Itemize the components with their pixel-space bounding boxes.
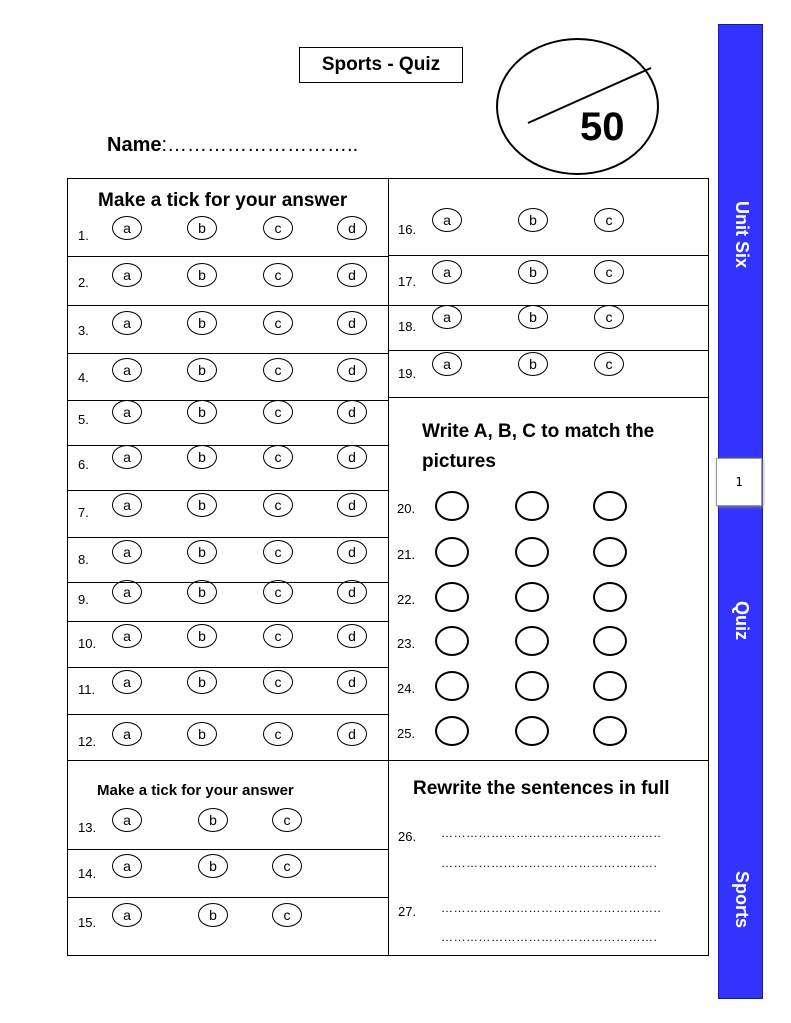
answer-option-a[interactable]: a xyxy=(112,808,142,832)
answer-option-b[interactable]: b xyxy=(187,311,217,335)
answer-option-b[interactable]: b xyxy=(187,670,217,694)
answer-option-a[interactable]: a xyxy=(432,208,462,232)
question-number: 25. xyxy=(397,726,416,741)
answer-option-c[interactable]: c xyxy=(263,722,293,746)
answer-option-c[interactable]: c xyxy=(263,445,293,469)
rewrite-line[interactable]: …………………………………………….. xyxy=(441,901,662,915)
row-divider xyxy=(67,897,389,898)
answer-option-c[interactable]: c xyxy=(263,493,293,517)
match-answer-circle[interactable] xyxy=(435,582,469,612)
match-answer-circle[interactable] xyxy=(435,537,469,567)
row-divider xyxy=(67,400,389,401)
answer-option-d[interactable]: d xyxy=(337,540,367,564)
question-number: 11. xyxy=(78,682,96,697)
answer-option-a[interactable]: a xyxy=(112,580,142,604)
answer-option-c[interactable]: c xyxy=(594,260,624,284)
question-number: 5. xyxy=(78,412,89,427)
row-divider xyxy=(67,537,389,538)
question-number: 16. xyxy=(398,222,417,237)
answer-option-b[interactable]: b xyxy=(187,540,217,564)
row-divider xyxy=(67,490,389,491)
match-answer-circle[interactable] xyxy=(593,537,627,567)
question-number: 2. xyxy=(78,275,89,290)
question-number: 4. xyxy=(78,370,89,385)
left-panel xyxy=(67,178,389,956)
question-number: 3. xyxy=(78,323,89,338)
rewrite-line[interactable]: ……………………………………………. xyxy=(441,930,658,944)
answer-option-d[interactable]: d xyxy=(337,493,367,517)
answer-option-c[interactable]: c xyxy=(594,208,624,232)
match-answer-circle[interactable] xyxy=(593,671,627,701)
answer-option-b[interactable]: b xyxy=(198,854,228,878)
match-answer-circle[interactable] xyxy=(515,716,549,746)
match-answer-circle[interactable] xyxy=(515,491,549,521)
answer-option-b[interactable]: b xyxy=(518,352,548,376)
question-number: 17. xyxy=(398,274,417,289)
answer-option-b[interactable]: b xyxy=(518,305,548,329)
name-label: Name xyxy=(107,134,162,156)
answer-option-a[interactable]: a xyxy=(112,445,142,469)
question-number: 26. xyxy=(398,829,417,844)
score-slash xyxy=(496,38,659,175)
row-divider xyxy=(388,350,709,351)
score-total: 50 xyxy=(580,105,625,149)
question-number: 1. xyxy=(78,228,89,243)
answer-option-a[interactable]: a xyxy=(112,311,142,335)
answer-option-c[interactable]: c xyxy=(263,624,293,648)
answer-option-c[interactable]: c xyxy=(263,311,293,335)
answer-option-c[interactable]: c xyxy=(263,670,293,694)
question-number: 21. xyxy=(397,547,416,562)
question-number: 7. xyxy=(78,505,89,520)
answer-option-a[interactable]: a xyxy=(432,260,462,284)
section-4-heading: Rewrite the sentences in full xyxy=(413,778,670,799)
row-divider xyxy=(67,760,389,761)
row-divider xyxy=(67,714,389,715)
answer-option-b[interactable]: b xyxy=(187,493,217,517)
match-answer-circle[interactable] xyxy=(593,626,627,656)
answer-option-b[interactable]: b xyxy=(187,624,217,648)
answer-option-a[interactable]: a xyxy=(112,400,142,424)
score-circle xyxy=(496,38,659,175)
question-number: 9. xyxy=(78,592,89,607)
answer-option-a[interactable]: a xyxy=(432,352,462,376)
section-divider xyxy=(388,760,709,761)
answer-option-a[interactable]: a xyxy=(112,624,142,648)
answer-option-a[interactable]: a xyxy=(112,854,142,878)
row-divider xyxy=(388,397,709,398)
name-field[interactable] xyxy=(107,134,358,157)
question-number: 8. xyxy=(78,552,89,567)
row-divider xyxy=(67,849,389,850)
answer-option-a[interactable]: a xyxy=(112,493,142,517)
row-divider xyxy=(388,305,709,306)
question-number: 6. xyxy=(78,457,89,472)
row-divider xyxy=(67,667,389,668)
answer-option-b[interactable]: b xyxy=(187,445,217,469)
answer-option-c[interactable]: c xyxy=(263,358,293,382)
row-divider xyxy=(67,621,389,622)
answer-option-b[interactable]: b xyxy=(187,358,217,382)
answer-option-b[interactable]: b xyxy=(187,263,217,287)
answer-option-a[interactable]: a xyxy=(432,305,462,329)
answer-option-d[interactable]: d xyxy=(337,722,367,746)
answer-option-b[interactable]: b xyxy=(187,216,217,240)
row-divider xyxy=(67,582,389,583)
answer-option-d[interactable]: d xyxy=(337,263,367,287)
side-sports: Sports xyxy=(732,871,752,929)
answer-option-b[interactable]: b xyxy=(518,260,548,284)
answer-option-c[interactable]: c xyxy=(272,903,302,927)
answer-option-a[interactable]: a xyxy=(112,670,142,694)
section-3-heading: Make a tick for your answer xyxy=(97,782,294,799)
quiz-title: Sports - Quiz xyxy=(299,47,463,83)
match-answer-circle[interactable] xyxy=(593,582,627,612)
answer-option-d[interactable]: d xyxy=(337,400,367,424)
answer-option-c[interactable]: c xyxy=(263,263,293,287)
match-answer-circle[interactable] xyxy=(515,671,549,701)
row-divider xyxy=(67,353,389,354)
answer-option-d[interactable]: d xyxy=(337,311,367,335)
answer-option-a[interactable]: a xyxy=(112,722,142,746)
answer-option-c[interactable]: c xyxy=(263,580,293,604)
answer-option-a[interactable]: a xyxy=(112,358,142,382)
answer-option-d[interactable]: d xyxy=(337,216,367,240)
page-number-tab: 1 xyxy=(716,458,762,506)
match-answer-circle[interactable] xyxy=(593,716,627,746)
match-answer-circle[interactable] xyxy=(435,716,469,746)
answer-option-c[interactable]: c xyxy=(594,305,624,329)
rewrite-line[interactable]: ……………………………………………. xyxy=(441,856,658,870)
side-bar xyxy=(718,24,763,999)
question-number: 27. xyxy=(398,904,417,919)
answer-option-b[interactable]: b xyxy=(187,722,217,746)
match-answer-circle[interactable] xyxy=(515,582,549,612)
question-number: 22. xyxy=(397,592,416,607)
match-answer-circle[interactable] xyxy=(435,491,469,521)
answer-option-d[interactable]: d xyxy=(337,445,367,469)
question-number: 14. xyxy=(78,866,97,881)
answer-option-a[interactable]: a xyxy=(112,216,142,240)
row-divider xyxy=(67,445,389,446)
question-number: 13. xyxy=(78,820,97,835)
question-number: 24. xyxy=(397,681,416,696)
answer-option-c[interactable]: c xyxy=(263,540,293,564)
question-number: 23. xyxy=(397,636,416,651)
row-divider xyxy=(388,255,709,256)
answer-option-b[interactable]: b xyxy=(187,580,217,604)
answer-option-b[interactable]: b xyxy=(198,903,228,927)
answer-option-a[interactable]: a xyxy=(112,263,142,287)
section-2-heading: Write A, B, C to match the pictures xyxy=(422,421,655,472)
question-number: 18. xyxy=(398,319,417,334)
answer-option-d[interactable]: d xyxy=(337,580,367,604)
side-unit-six: Unit Six xyxy=(732,201,752,269)
answer-option-b[interactable]: b xyxy=(187,400,217,424)
answer-option-a[interactable]: a xyxy=(112,540,142,564)
answer-option-c[interactable]: c xyxy=(263,216,293,240)
match-answer-circle[interactable] xyxy=(515,537,549,567)
answer-option-c[interactable]: c xyxy=(594,352,624,376)
side-quiz: Quiz xyxy=(732,601,752,640)
question-number: 19. xyxy=(398,366,417,381)
question-number: 20. xyxy=(397,501,416,516)
match-answer-circle[interactable] xyxy=(435,671,469,701)
answer-option-d[interactable]: d xyxy=(337,624,367,648)
answer-option-c[interactable]: c xyxy=(272,808,302,832)
answer-option-c[interactable]: c xyxy=(272,854,302,878)
question-number: 15. xyxy=(78,915,97,930)
section-1-heading: Make a tick for your answer xyxy=(98,190,348,211)
rewrite-line[interactable]: …………………………………………….. xyxy=(441,826,662,840)
answer-option-a[interactable]: a xyxy=(112,903,142,927)
answer-option-b[interactable]: b xyxy=(518,208,548,232)
row-divider xyxy=(67,305,389,306)
question-number: 10. xyxy=(78,636,97,651)
question-number: 12. xyxy=(78,734,97,749)
match-answer-circle[interactable] xyxy=(435,626,469,656)
answer-option-b[interactable]: b xyxy=(198,808,228,832)
match-answer-circle[interactable] xyxy=(515,626,549,656)
row-divider xyxy=(67,256,389,257)
match-answer-circle[interactable] xyxy=(593,491,627,521)
answer-option-d[interactable]: d xyxy=(337,358,367,382)
answer-option-d[interactable]: d xyxy=(337,670,367,694)
name-dots: :……………………….. xyxy=(161,134,359,156)
answer-option-c[interactable]: c xyxy=(263,400,293,424)
